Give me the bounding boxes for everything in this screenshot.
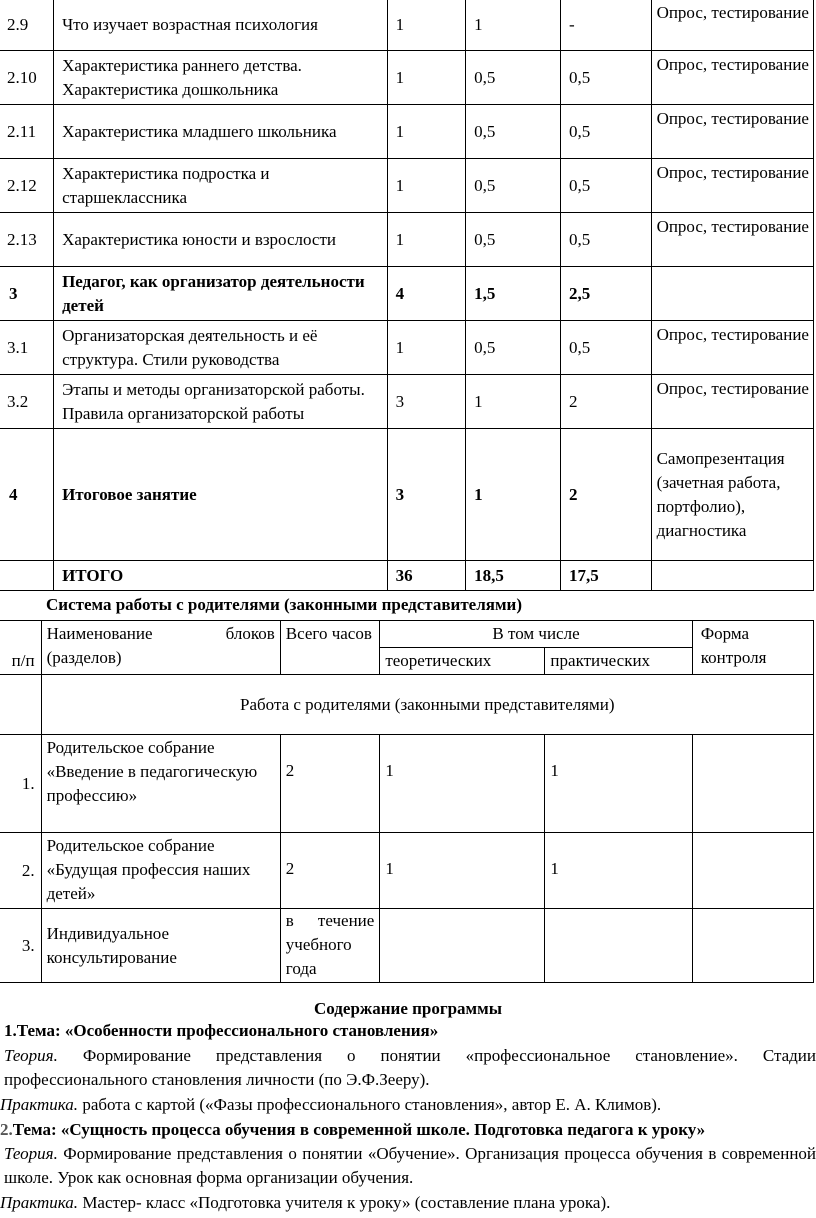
row-name: Характеристика юности и взрослости (54, 213, 388, 267)
section-heading: Работа с родителями (законными представителями) (41, 675, 813, 735)
table-row (0, 321, 814, 375)
row-practice: 2 (561, 429, 652, 561)
row-name: Что изучает возрастная психология (54, 0, 388, 51)
row-total: 36 (387, 561, 465, 591)
table-row (0, 375, 814, 429)
row-theory: 0,5 (466, 321, 561, 375)
table-row (0, 159, 814, 213)
table-row (0, 105, 814, 159)
row-form: Опрос, тестирование (651, 213, 813, 267)
table-row (0, 561, 814, 591)
row-practice: - (561, 0, 652, 51)
row-form (692, 909, 813, 983)
row-num: 1. (0, 735, 41, 833)
table-row (0, 267, 814, 321)
row-number: 2.9 (0, 0, 54, 51)
row-form: Опрос, тестирование (651, 105, 813, 159)
theory-text: Формирование представления о понятии «Обучение». Организация процесса обучения в современной школе. Урок как основная форма организации обучения. (4, 1144, 816, 1187)
row-total: 1 (387, 159, 465, 213)
row-practice: 1 (545, 833, 692, 909)
row-total: 1 (387, 105, 465, 159)
table-row (0, 213, 814, 267)
row-number: 2.13 (0, 213, 54, 267)
row-theory: 0,5 (466, 213, 561, 267)
header-total: Всего часов (280, 621, 380, 675)
row-name: Родительское собрание «Будущая профессия наших детей» (41, 833, 280, 909)
row-num: 3. (0, 909, 41, 983)
row-number: 2.12 (0, 159, 54, 213)
practice-text: Мастер- класс «Подготовка учителя к уроку» (составление плана урока). (82, 1193, 611, 1212)
row-name: Этапы и методы организаторской работы. Правила организаторской работы (54, 375, 388, 429)
topic-2-theory (4, 1142, 816, 1190)
topic-2-practice (0, 1191, 816, 1215)
row-theory: 1 (380, 735, 545, 833)
row-total: 4 (387, 267, 465, 321)
table-row (0, 51, 814, 105)
row-form: Самопрезентация (зачетная работа, портфолио), диагностика (651, 429, 813, 561)
row-num: 2. (0, 833, 41, 909)
row-name: Характеристика раннего детства. Характеристика дошкольника (54, 51, 388, 105)
topic-1-theory (4, 1044, 816, 1092)
row-name: Характеристика подростка и старшеклассника (54, 159, 388, 213)
row-practice: 0,5 (561, 105, 652, 159)
row-name: Характеристика младшего школьника (54, 105, 388, 159)
row-practice: 0,5 (561, 159, 652, 213)
row-total: 1 (387, 51, 465, 105)
row-theory: 1 (466, 429, 561, 561)
row-practice: 17,5 (561, 561, 652, 591)
row-practice: 0,5 (561, 51, 652, 105)
practice-text: работа с картой («Фазы профессионального становления», автор Е. А. Климов). (82, 1095, 662, 1114)
row-number: 3.2 (0, 375, 54, 429)
row-name: ИТОГО (54, 561, 388, 591)
row-practice (545, 909, 692, 983)
table-row (0, 909, 814, 983)
table-row (0, 833, 814, 909)
theory-label: Теория. (4, 1144, 58, 1163)
row-name: Итоговое занятие (54, 429, 388, 561)
row-total: 1 (387, 321, 465, 375)
row-total: 3 (387, 375, 465, 429)
curriculum-table (0, 0, 814, 591)
row-theory: 1 (380, 833, 545, 909)
row-form (651, 561, 813, 591)
row-theory: 18,5 (466, 561, 561, 591)
topic-2-heading (0, 1118, 816, 1142)
table-row (0, 429, 814, 561)
row-theory: 0,5 (466, 159, 561, 213)
practice-label: Практика. (0, 1095, 79, 1114)
row-form: Опрос, тестирование (651, 321, 813, 375)
parents-table-caption: Система работы с родителями (законными представителями) (46, 595, 522, 614)
row-total: 2 (280, 833, 380, 909)
row-total: 2 (280, 735, 380, 833)
row-number: 3.1 (0, 321, 54, 375)
header-name: Наименование блоков (разделов) (41, 621, 280, 675)
topic-1-practice (0, 1093, 816, 1117)
table-row (0, 735, 814, 833)
table-row (0, 0, 814, 51)
row-total: 3 (387, 429, 465, 561)
row-form: Опрос, тестирование (651, 159, 813, 213)
theory-label: Теория. (4, 1046, 58, 1065)
row-practice: 1 (545, 735, 692, 833)
row-form (692, 833, 813, 909)
row-name: Педагог, как организатор деятельности детей (54, 267, 388, 321)
header-practice: практических (545, 648, 692, 675)
topic-2-number: 2. (0, 1120, 13, 1139)
theory-text: Формирование представления о понятии «профессиональное становление». Стадии профессионального становления личности (по Э.Ф.Зееру). (4, 1046, 816, 1089)
header-form: Форма контроля (692, 621, 813, 675)
content-title: Содержание программы (314, 999, 502, 1018)
header-including: В том числе (380, 621, 692, 648)
row-number: 2.10 (0, 51, 54, 105)
row-total: в течение учебного года (280, 909, 380, 983)
row-total: 1 (387, 213, 465, 267)
row-name: Индивидуальное консультирование (41, 909, 280, 983)
header-num: п/п (0, 621, 41, 675)
row-total: 1 (387, 0, 465, 51)
topic-1-heading: 1.Тема: «Особенности профессионального становления» (4, 1021, 439, 1040)
row-form: Опрос, тестирование (651, 0, 813, 51)
row-practice: 2,5 (561, 267, 652, 321)
row-theory: 1,5 (466, 267, 561, 321)
row-name: Родительское собрание «Введение в педагогическую профессию» (41, 735, 280, 833)
row-practice: 0,5 (561, 213, 652, 267)
header-theory: теоретических (380, 648, 545, 675)
row-theory: 0,5 (466, 105, 561, 159)
row-number: 2.11 (0, 105, 54, 159)
row-theory (380, 909, 545, 983)
row-form (651, 267, 813, 321)
practice-label: Практика. (0, 1193, 79, 1212)
row-name: Организаторская деятельность и её структура. Стили руководства (54, 321, 388, 375)
row-form: Опрос, тестирование (651, 375, 813, 429)
row-theory: 1 (466, 0, 561, 51)
row-theory: 0,5 (466, 51, 561, 105)
row-number: 4 (0, 429, 54, 561)
row-number (0, 561, 54, 591)
parents-work-table (0, 620, 814, 983)
row-form (692, 735, 813, 833)
row-practice: 2 (561, 375, 652, 429)
row-number: 3 (0, 267, 54, 321)
row-practice: 0,5 (561, 321, 652, 375)
row-theory: 1 (466, 375, 561, 429)
row-form: Опрос, тестирование (651, 51, 813, 105)
topic-2-title: Тема: «Сущность процесса обучения в современной школе. Подготовка педагога к уроку» (12, 1120, 706, 1139)
